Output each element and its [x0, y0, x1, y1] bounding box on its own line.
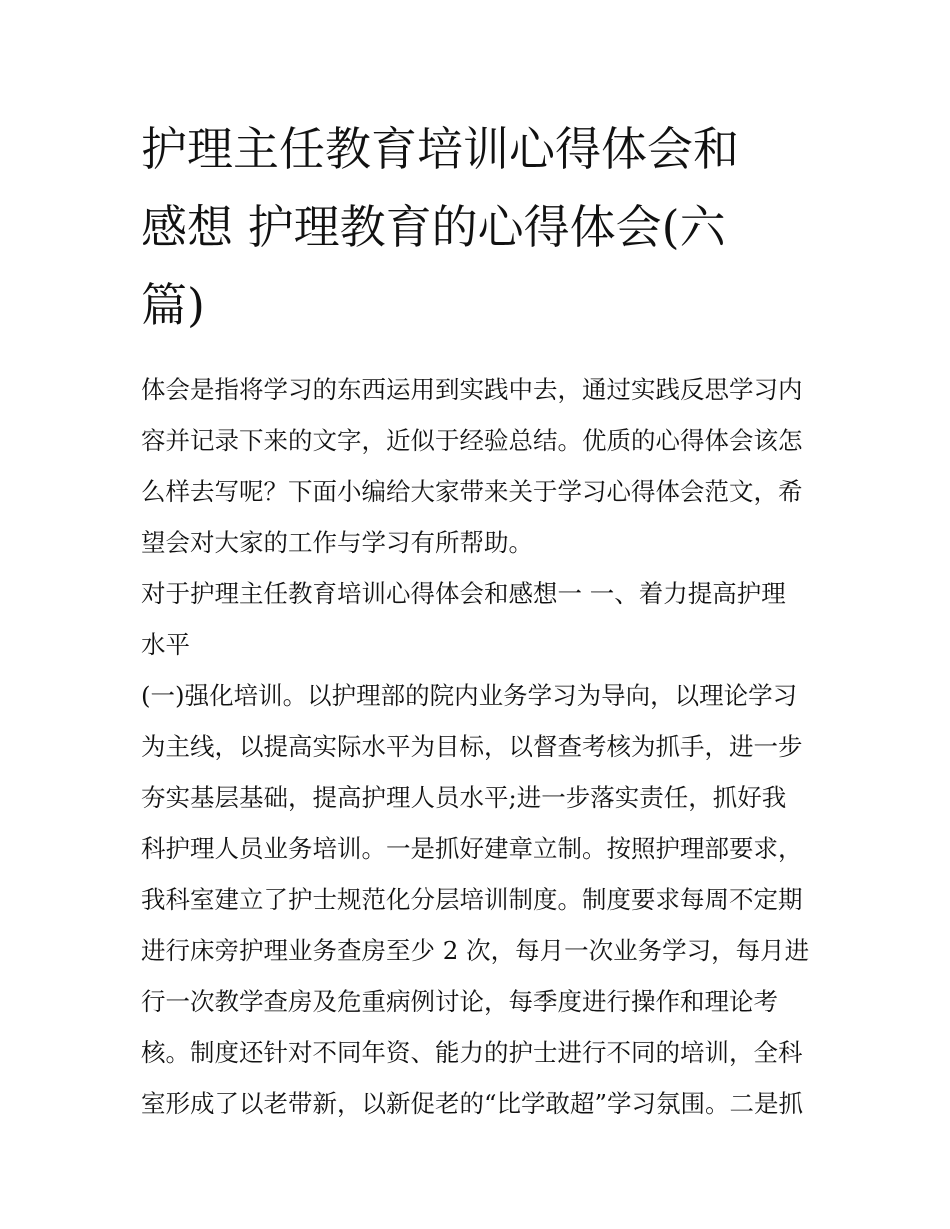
document-page: [141, 110, 813, 1129]
section-heading-line: 水平: [141, 630, 190, 659]
document-title: [141, 110, 813, 344]
body-line: 容并记录下来的文字，近似于经验总结。优质的心得体会该怎: [141, 426, 803, 455]
body-line: 核。制度还针对不同年资、能力的护士进行不同的培训，全科: [141, 1038, 803, 1067]
document-body: [141, 364, 813, 1129]
body-line: 望会对大家的工作与学习有所帮助。: [141, 528, 533, 557]
body-line: 进行床旁护理业务查房至少 2 次，每月一次业务学习，每月进: [141, 936, 810, 965]
body-line: (一)强化培训。以护理部的院内业务学习为导向，以理论学习: [141, 681, 798, 710]
body-line: 夯实基层基础，提高护理人员水平;进一步落实责任，抓好我: [141, 783, 787, 812]
title-line: 护理主任教育培训心得体会和: [141, 122, 739, 176]
body-line: 科护理人员业务培训。一是抓好建章立制。按照护理部要求，: [141, 834, 803, 863]
body-line: 行一次教学查房及危重病例讨论，每季度进行操作和理论考: [141, 987, 778, 1016]
body-line: 室形成了以老带新，以新促老的“比学敢超”学习氛围。二是抓: [141, 1089, 804, 1118]
title-line: 篇): [141, 278, 205, 332]
title-line: 感想 护理教育的心得体会(六: [141, 200, 726, 254]
section-heading-line: 对于护理主任教育培训心得体会和感想一 一、着力提高护理: [141, 579, 786, 608]
body-line: 么样去写呢？下面小编给大家带来关于学习心得体会范文，希: [141, 477, 803, 506]
body-line: 为主线，以提高实际水平为目标，以督查考核为抓手，进一步: [141, 732, 803, 761]
body-line: 体会是指将学习的东西运用到实践中去，通过实践反思学习内: [141, 375, 803, 404]
body-line: 我科室建立了护士规范化分层培训制度。制度要求每周不定期: [141, 885, 803, 914]
